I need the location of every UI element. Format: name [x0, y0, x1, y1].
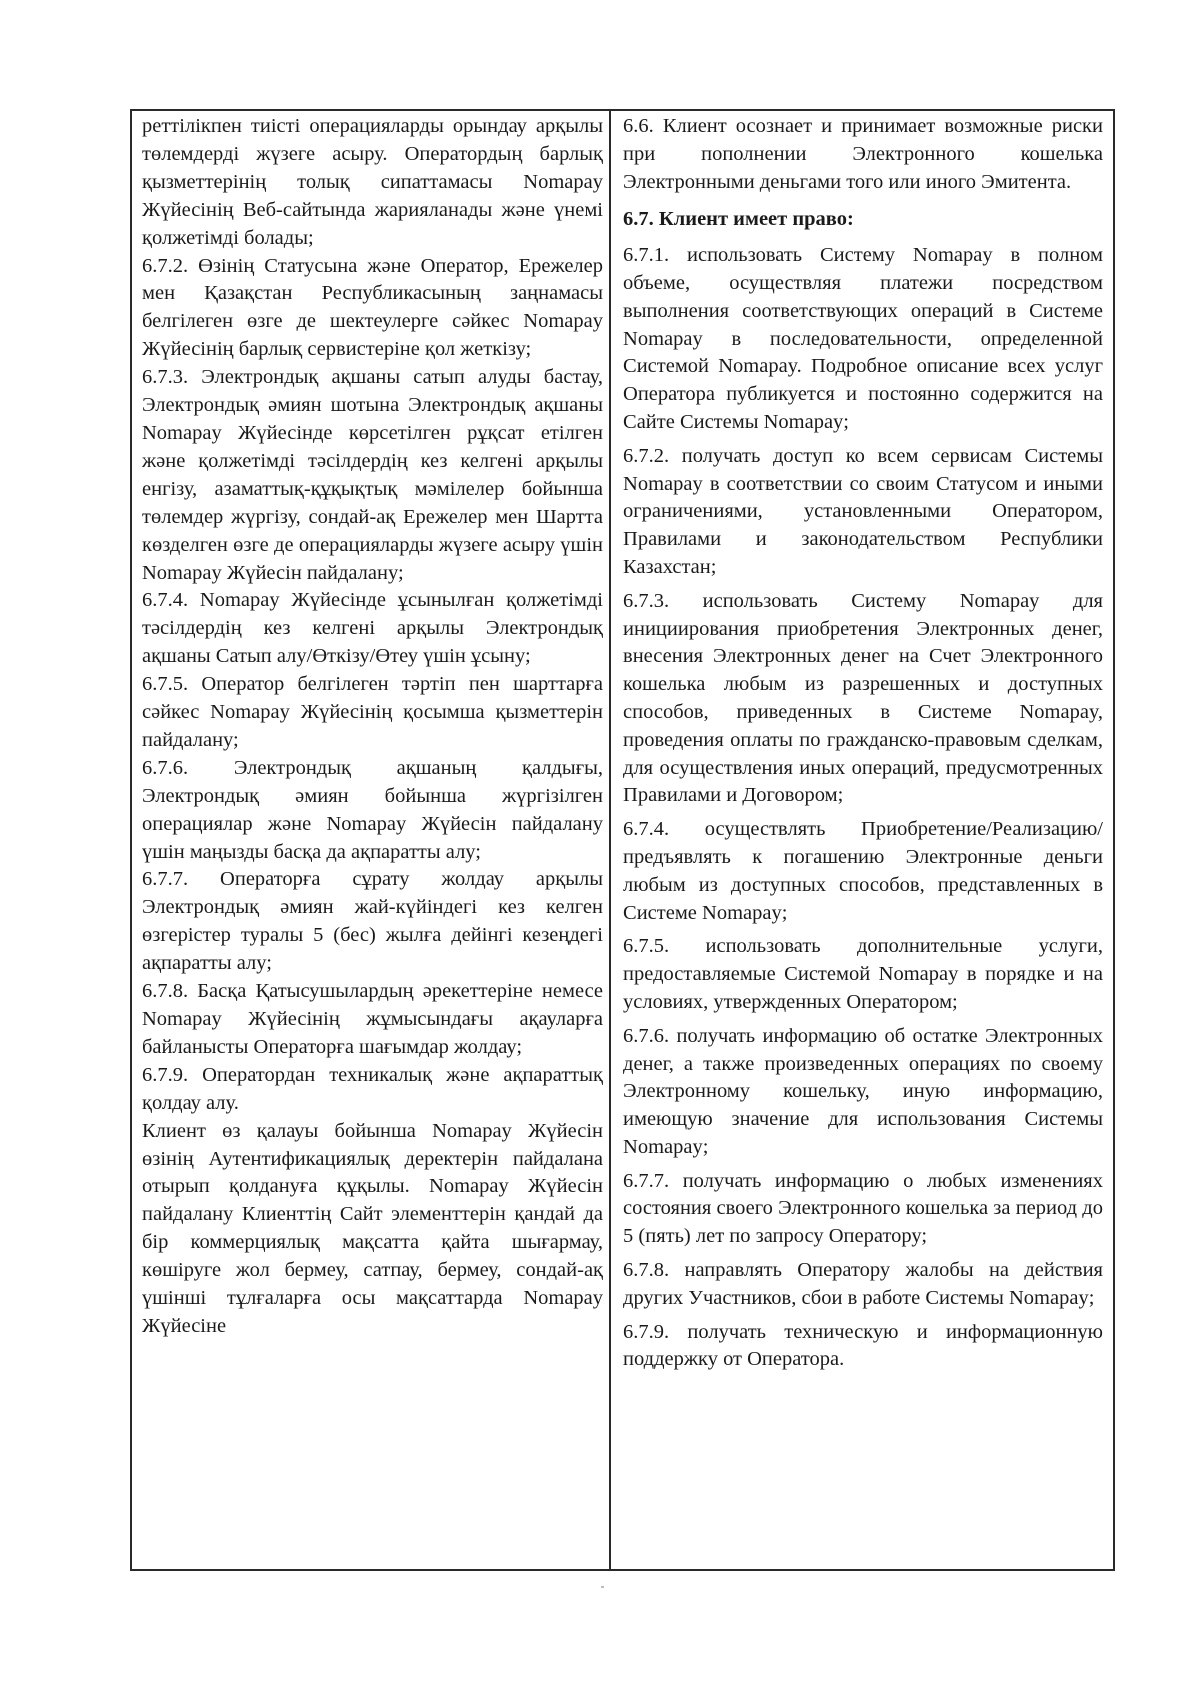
kz-clause-6-7-5: 6.7.5. Оператор белгілеген тәртіп пен шарттарға сәйкес Nomapay Жүйесінің қосымша қызметтерін пайдалану; — [142, 673, 604, 751]
ru-clause-6-7-8: 6.7.8. направлять Оператору жалобы на действия других Участников, сбои в работе Системы Nomapay; — [623, 1259, 1103, 1309]
kazakh-column — [132, 111, 611, 1569]
kz-paragraph-continuation: реттілікпен тиісті операцияларды орындау арқылы төлемдерді жүзеге асыру. Оператордың барлық қызметтерінің толық сипаттамасы Nomapay Жүйесінің Веб-сайтында жарияланады және үнемі қолжетімді болады; — [142, 115, 604, 249]
kz-client-usage-paragraph: Клиент өз қалауы бойынша Nomapay Жүйесін өзінің Аутентификациялық деректерін пайдалана отырып қолдануға құқылы. Nomapay Жүйесін пайдалану Клиенттің Сайт элементтерін қандай да бір коммерциялық мақсатта қайта шығармау, көшіруге жол бермеу, сатпау, бермеу, сондай-ақ үшінші тұлғаларға осы мақсаттарда Nomapay Жүйесіне — [142, 1119, 604, 1337]
kz-clause-6-7-9: 6.7.9. Оператордан техникалық және ақпараттық қолдау алу. — [142, 1063, 604, 1114]
ru-clause-6-7-4: 6.7.4. осуществлять Приобретение/Реализацию/предъявлять к погашению Электронные деньги любым из доступных способов, представленных в Системе Nomapay; — [623, 818, 1103, 924]
kz-clause-6-7-2: 6.7.2. Өзінің Статусына және Оператор, Ережелер мен Қазақстан Республикасының заңнамасы белгілеген өзге де шектеулерге сәйкес Nomapay Жүйесінің барлық сервистеріне қол жеткізу; — [142, 254, 604, 361]
kz-clause-6-7-6: 6.7.6. Электрондық ақшаның қалдығы, Электрондық әмиян бойынша жүргізілген операциялар және Nomapay Жүйесін пайдалану үшін маңызды басқа да ақпаратты алу; — [142, 756, 604, 863]
kz-clause-6-7-8: 6.7.8. Басқа Қатысушылардың әрекеттеріне немесе Nomapay Жүйесінің жұмысындағы ақауларға байланысты Операторға шағымдар жолдау; — [142, 980, 604, 1058]
ru-clause-6-7-1: 6.7.1. использовать Систему Nomapay в полном объеме, осуществляя платежи посредством выполнения соответствующих операций в Системе Nomapay в последовательности, определенной Системой Nomapay. Подробное описание всех услуг Оператора публикуется и постоянно содержится на Сайте Системы Nomapay; — [623, 244, 1103, 433]
ru-clause-6-7-5: 6.7.5. использовать дополнительные услуги, предоставляемые Системой Nomapay в порядке и на условиях, утвержденных Оператором; — [623, 935, 1103, 1013]
kz-clause-6-7-7: 6.7.7. Операторға сұрату жолдау арқылы Электрондық әмиян жай-күйіндегі кез келген өзгерістер туралы 5 (бес) жылға дейінгі кезеңдегі ақпаратты алу; — [142, 868, 604, 975]
ru-clause-6-6: 6.6. Клиент осознает и принимает возможные риски при пополнении Электронного кошелька Электронными деньгами того или иного Эмитента. — [623, 115, 1103, 193]
ru-clause-6-7-7: 6.7.7. получать информацию о любых изменениях состояния своего Электронного кошелька за период до 5 (пять) лет по запросу Оператору; — [623, 1169, 1103, 1248]
kz-clause-6-7-4: 6.7.4. Nomapay Жүйесінде ұсынылған қолжетімді тәсілдердің кез келгені арқылы Электрондық ақшаны Сатып алу/Өткізу/Өтеу үшін ұсыну; — [142, 589, 604, 668]
ru-clause-6-7-2: 6.7.2. получать доступ ко всем сервисам Системы Nomapay в соответствии со своим Статусом и иными ограничениями, установленными Оператором, Правилами и законодательством Республики Казахстан; — [623, 444, 1103, 578]
ru-clause-6-7-3: 6.7.3. использовать Систему Nomapay для инициирования приобретения Электронных денег, внесения Электронных денег на Счет Электронного кошелька любым из разрешенных и доступных способов, приведенных в Системе Nomapay, проведения оплаты по гражданско-правовым сделкам, для осуществления иных операций, предусмотренных Правилами и Договором; — [623, 589, 1103, 807]
bilingual-terms-table — [130, 109, 1115, 1571]
kz-clause-6-7-3: 6.7.3. Электрондық ақшаны сатып алуды бастау, Электрондық әмиян шотына Электрондық ақшаны Nomapay Жүйесінде көрсетілген рұқсат етілген және қолжетімді тәсілдердің кез келгені арқылы енгізу, азаматтық-құқықтық мәмілелер бойынша төлемдер жүргізу, сондай-ақ Ережелер мен Шартта көзделген өзге де операцияларды жүзеге асыру үшін Nomapay Жүйесін пайдалану; — [142, 366, 604, 584]
russian-column — [611, 111, 1113, 1569]
ru-clause-6-7-9: 6.7.9. получать техническую и информационную поддержку от Оператора. — [623, 1320, 1103, 1371]
ru-heading-6-7: 6.7. Клиент имеет право: — [623, 208, 854, 231]
scan-dot-mark — [601, 1586, 604, 1588]
ru-clause-6-7-6: 6.7.6. получать информацию об остатке Электронных денег, а также произведенных операциях по своему Электронному кошельку, иную информацию, имеющую значение для использования Системы Nomapay; — [623, 1024, 1103, 1158]
